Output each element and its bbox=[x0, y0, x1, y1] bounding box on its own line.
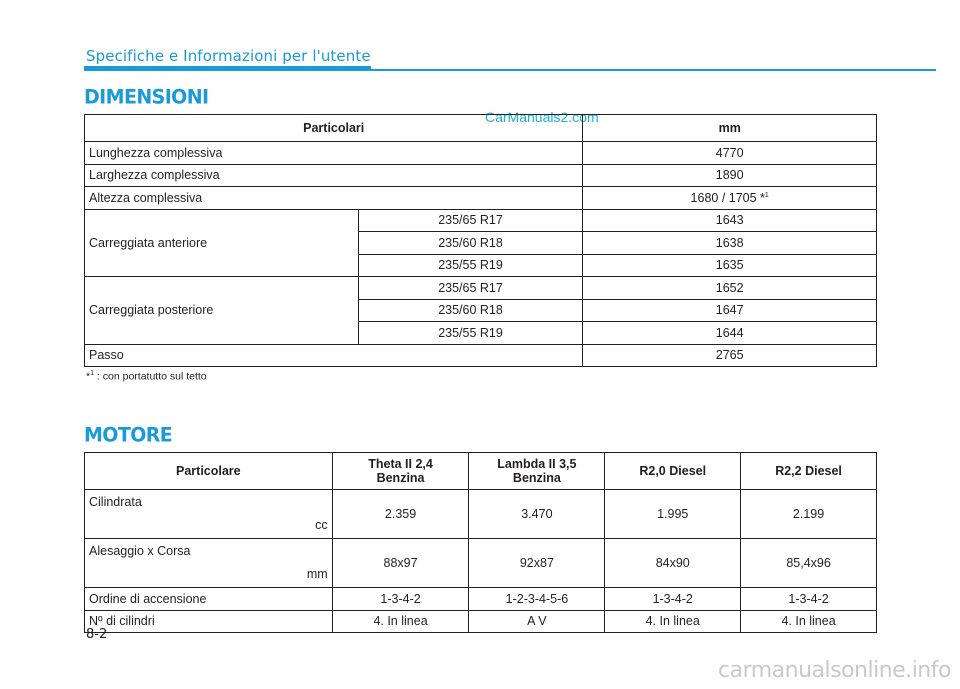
row-label: Passo bbox=[85, 344, 583, 367]
row-value: 1643 bbox=[583, 209, 877, 232]
cell-value: 1-2-3-4-5-6 bbox=[469, 588, 605, 611]
footnote-text: : con portatutto sul tetto bbox=[94, 370, 207, 383]
table-row bbox=[85, 588, 877, 611]
table-row bbox=[85, 490, 877, 539]
header-mm: mm bbox=[583, 115, 877, 142]
row-label bbox=[85, 490, 333, 539]
row-label: Lunghezza complessiva bbox=[85, 142, 583, 165]
unit-label: mm bbox=[306, 567, 328, 581]
tyre-size: 235/55 R19 bbox=[358, 322, 583, 345]
cell-value: 4. In linea bbox=[741, 610, 877, 633]
header-theta-fuel: Benzina bbox=[376, 471, 425, 485]
page-number: 8-2 bbox=[86, 627, 108, 642]
table-row bbox=[85, 164, 877, 187]
watermark-text: CarManuals2.com bbox=[485, 109, 599, 125]
table-header-row bbox=[85, 453, 877, 490]
row-label bbox=[85, 539, 333, 588]
tyre-size: 235/60 R18 bbox=[358, 299, 583, 322]
row-value: 1635 bbox=[583, 254, 877, 277]
row-label: Altezza complessiva bbox=[85, 187, 583, 210]
table-row bbox=[85, 209, 877, 232]
row-value: 1652 bbox=[583, 277, 877, 300]
footnote bbox=[86, 370, 207, 383]
row-value bbox=[583, 187, 877, 210]
cell-value: 2.359 bbox=[332, 490, 469, 539]
row-label: Larghezza complessiva bbox=[85, 164, 583, 187]
row-value: 2765 bbox=[583, 344, 877, 367]
header-particolari: Particolari bbox=[85, 115, 583, 142]
unit-label: cc bbox=[315, 518, 328, 532]
header-particolare: Particolare bbox=[85, 453, 333, 490]
cell-value: 1-3-4-2 bbox=[741, 588, 877, 611]
table-row bbox=[85, 344, 877, 367]
row-label-text: Alesaggio x Corsa bbox=[89, 544, 191, 558]
front-track-label: Carreggiata anteriore bbox=[85, 209, 359, 277]
header-rule-thin bbox=[371, 69, 936, 71]
cell-value: 3.470 bbox=[469, 490, 605, 539]
table-row bbox=[85, 277, 877, 300]
row-value: 1890 bbox=[583, 164, 877, 187]
header-theta bbox=[332, 453, 469, 490]
table-header-row bbox=[85, 115, 877, 142]
cell-value: 1-3-4-2 bbox=[605, 588, 741, 611]
cell-value: 85,4x96 bbox=[741, 539, 877, 588]
header-rule-thick bbox=[84, 66, 371, 71]
cell-value: 1-3-4-2 bbox=[332, 588, 469, 611]
rear-track-label: Carreggiata posteriore bbox=[85, 277, 359, 345]
footnote-number: 1 bbox=[90, 370, 94, 377]
tyre-size: 235/55 R19 bbox=[358, 254, 583, 277]
dimensions-heading: DIMENSIONI bbox=[84, 85, 209, 109]
row-label-text: Cilindrata bbox=[89, 495, 142, 509]
footnote-ref: 1 bbox=[764, 191, 769, 199]
tyre-size: 235/65 R17 bbox=[358, 277, 583, 300]
cell-value: 1.995 bbox=[605, 490, 741, 539]
header-lambda-fuel: Benzina bbox=[512, 471, 561, 485]
section-header-title: Specifiche e Informazioni per l'utente bbox=[86, 47, 371, 65]
footnote-mark: * bbox=[86, 370, 91, 383]
cell-value: 2.199 bbox=[741, 490, 877, 539]
row-label: Nº di cilindri bbox=[85, 610, 333, 633]
row-value: 4770 bbox=[583, 142, 877, 165]
cell-value: A V bbox=[469, 610, 605, 633]
header-r20: R2,0 Diesel bbox=[605, 453, 741, 490]
table-row bbox=[85, 539, 877, 588]
header-lambda bbox=[469, 453, 605, 490]
dimensions-table bbox=[84, 114, 877, 367]
header-theta-name: Theta II 2,4 bbox=[368, 456, 433, 471]
tyre-size: 235/60 R18 bbox=[358, 232, 583, 255]
table-row bbox=[85, 142, 877, 165]
site-watermark: carmanualsonline.info bbox=[718, 658, 951, 683]
row-value: 1647 bbox=[583, 299, 877, 322]
row-value: 1644 bbox=[583, 322, 877, 345]
row-value: 1638 bbox=[583, 232, 877, 255]
header-lambda-name: Lambda II 3,5 bbox=[497, 456, 577, 471]
cell-value: 88x97 bbox=[332, 539, 469, 588]
engine-heading: MOTORE bbox=[84, 423, 173, 447]
engine-table bbox=[84, 452, 877, 633]
tyre-size: 235/65 R17 bbox=[358, 209, 583, 232]
height-value-text: 1680 / 1705 * bbox=[690, 190, 765, 205]
header-r22: R2,2 Diesel bbox=[741, 453, 877, 490]
row-label: Ordine di accensione bbox=[85, 588, 333, 611]
cell-value: 84x90 bbox=[605, 539, 741, 588]
table-row bbox=[85, 187, 877, 210]
cell-value: 92x87 bbox=[469, 539, 605, 588]
cell-value: 4. In linea bbox=[605, 610, 741, 633]
table-row bbox=[85, 610, 877, 633]
cell-value: 4. In linea bbox=[332, 610, 469, 633]
